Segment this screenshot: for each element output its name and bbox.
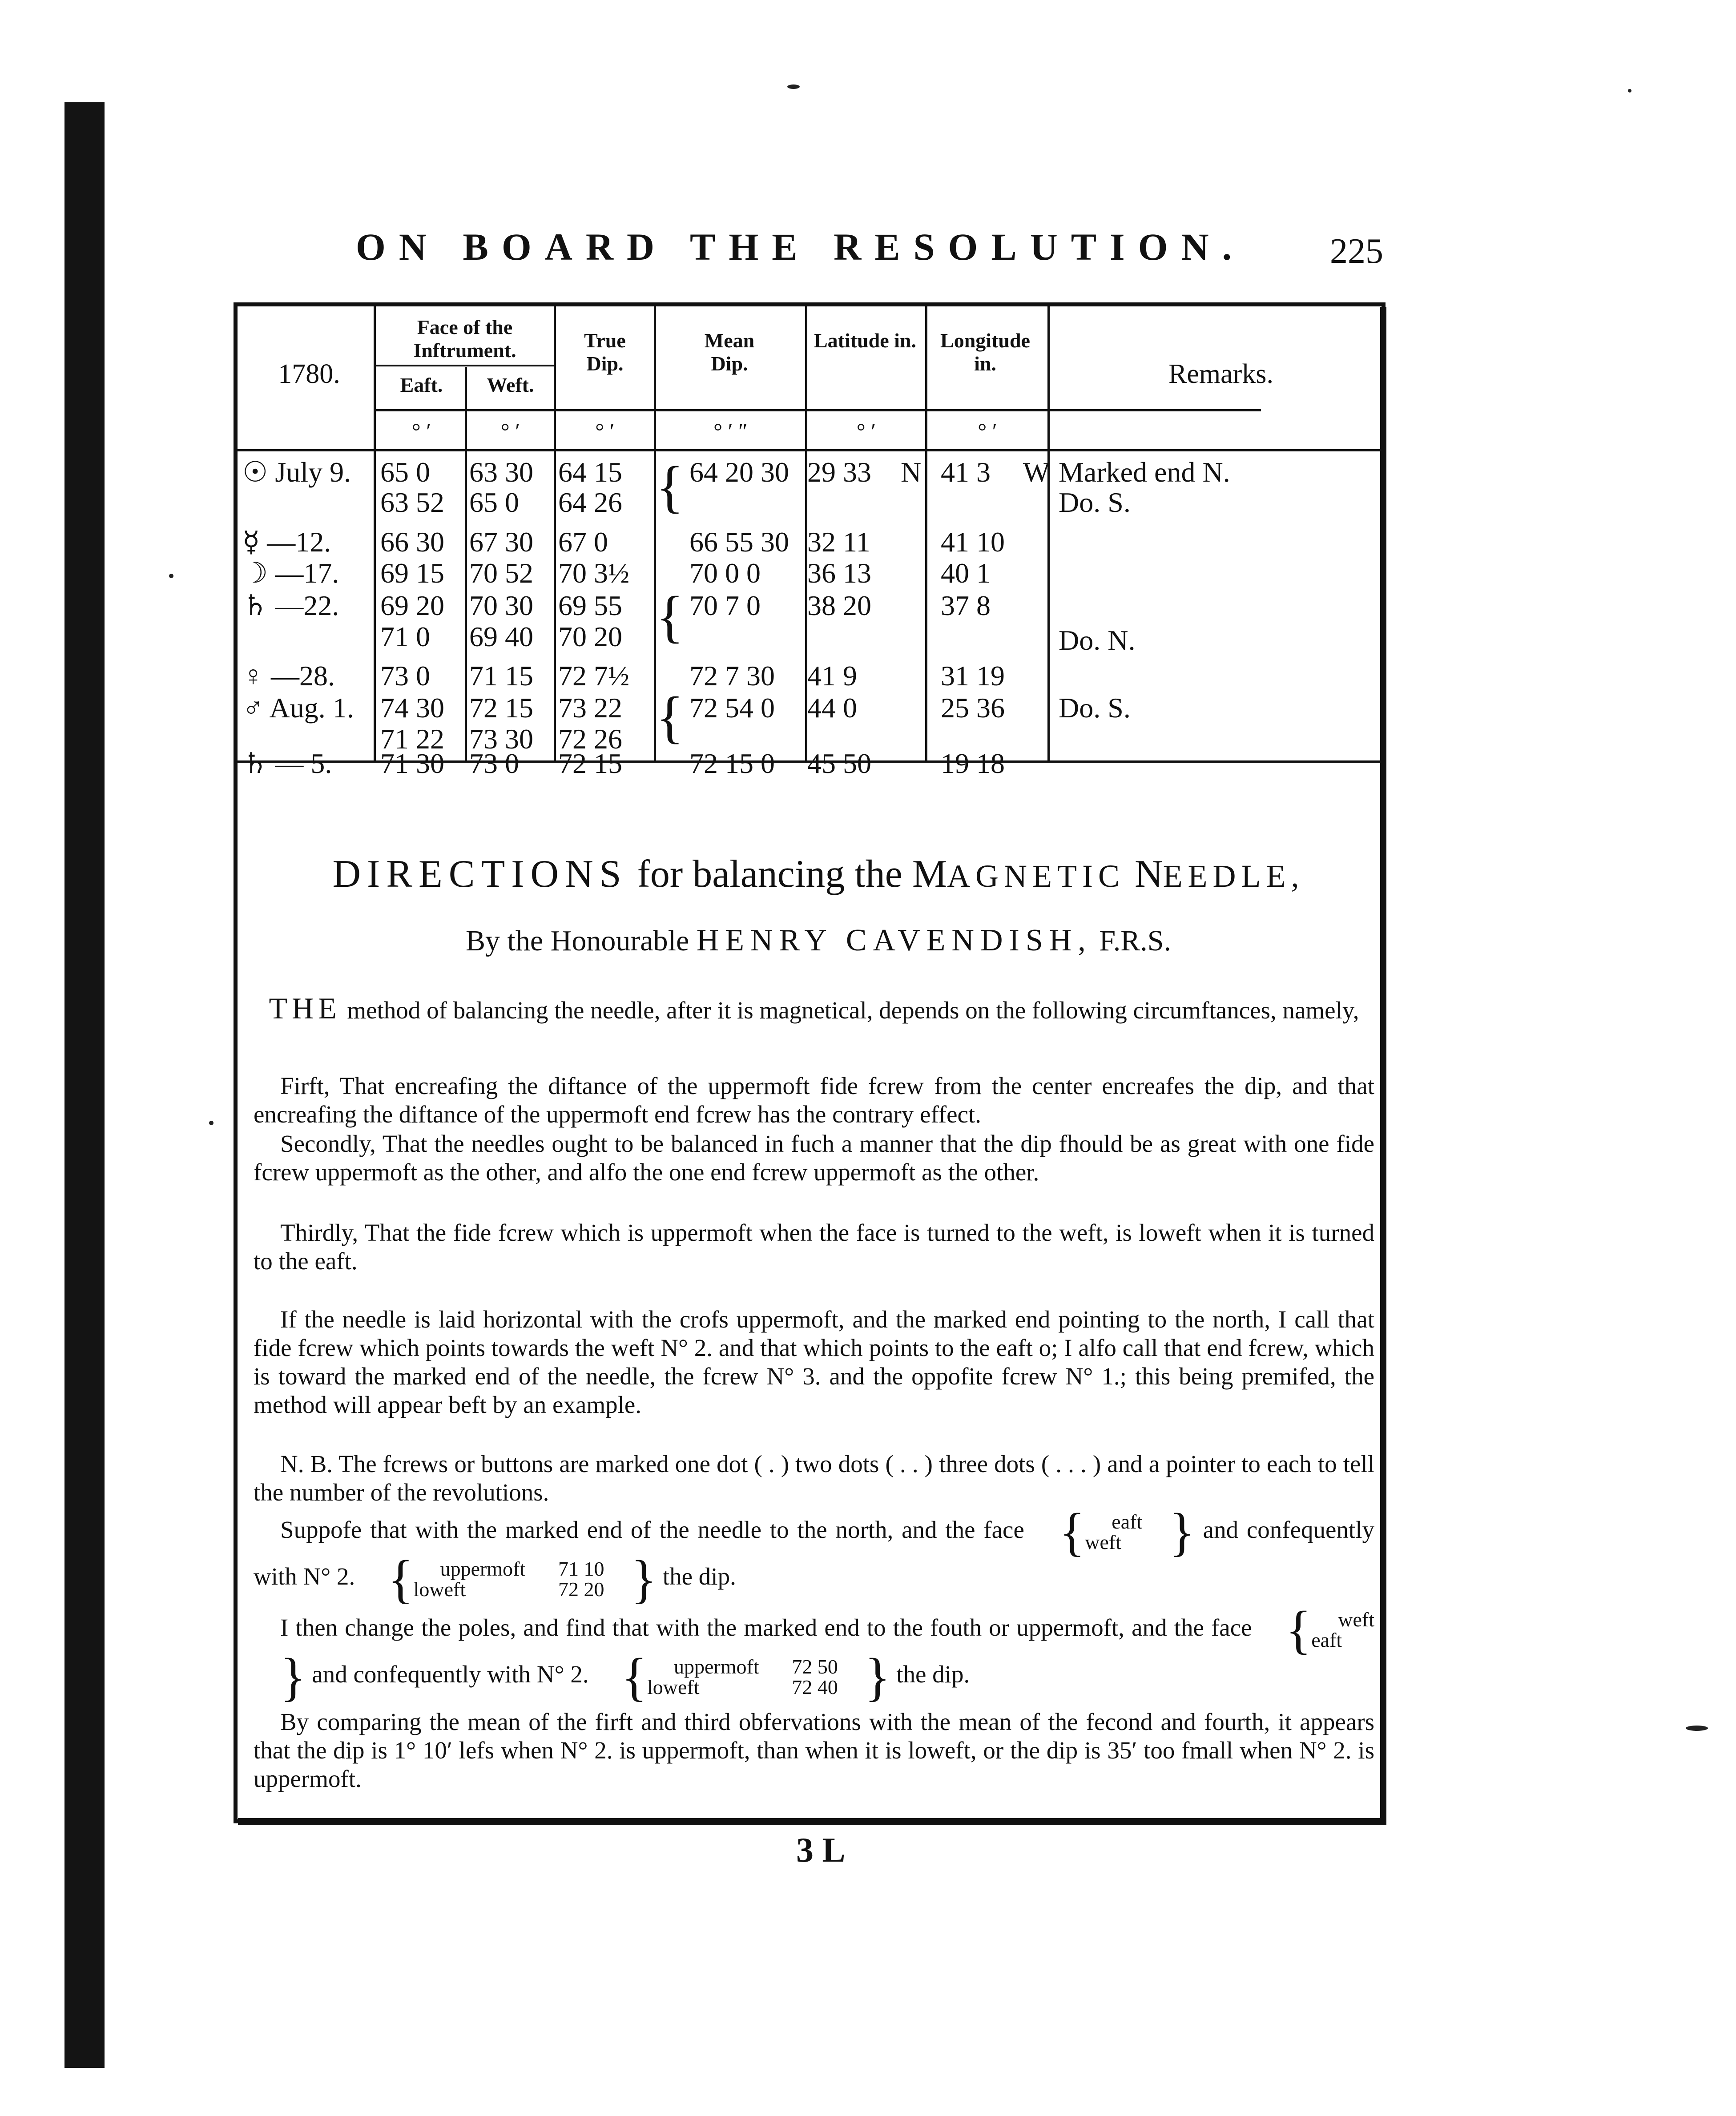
unit-label: ° ′ <box>856 418 876 443</box>
paragraph-intro <box>254 991 1374 1025</box>
cell-west: 70 52 <box>469 557 533 589</box>
brace-icon: { <box>656 685 684 749</box>
cell-date: ♀ —28. <box>242 660 335 692</box>
screw-position <box>647 1657 759 1698</box>
cell-mean: 64 20 30 <box>689 456 789 488</box>
dip-value: 72 50 <box>792 1655 838 1678</box>
cell-mean: 66 55 30 <box>689 526 789 558</box>
option-west: weft <box>1338 1608 1374 1631</box>
paragraph-note: N. B. The fcrews or buttons are marked one dot ( . ) two dots ( . . ) three dots ( . . . ) and a pointer to each to tell the number of the revolutions. <box>254 1450 1374 1506</box>
intro-text: method of balancing the needle, after it is magnetical, depends on the following circumftances, namely, <box>347 997 1359 1024</box>
cell-east: 74 30 <box>380 692 444 724</box>
cell-lat: 41 9 <box>807 660 857 692</box>
intro-lead: THE <box>269 991 341 1025</box>
page-number: 225 <box>1330 232 1383 271</box>
cell-east: 71 0 <box>380 621 430 652</box>
latitude-header: Latitude in. <box>814 329 917 352</box>
cell-lon: 41 3 <box>941 456 991 488</box>
byline-prefix: By the Honourable <box>466 925 689 957</box>
suppose-and: and <box>1203 1516 1239 1543</box>
cell-west: 73 0 <box>469 748 519 779</box>
cell-date: ☿ —12. <box>242 526 331 558</box>
position-lower: loweft <box>647 1675 700 1698</box>
paragraph-second: Secondly, That the needles ought to be balanced in fuch a manner that the dip fhould be as great with one fide fcrew uppermoft as the other, and alfo the one end fcrew uppermoft as the other. <box>254 1130 1374 1186</box>
cell-true: 70 3½ <box>558 557 629 589</box>
cell-east: 71 22 <box>380 723 444 755</box>
cell-east: 65 0 <box>380 456 430 488</box>
paragraph-comparison: By comparing the mean of the firft and third obfervations with the mean of the fecond and fourth, it appears that the dip is 1° 10′ lefs when N° 2. is uppermoft, than when it is loweft, or the dip is 35′ too fmall when N° 2. is uppermoft. <box>254 1708 1374 1792</box>
cell-lon: 25 36 <box>941 692 1005 724</box>
option-east: eaft <box>1112 1510 1143 1533</box>
title-needle-rest: EEDLE, <box>1163 858 1305 894</box>
cell-remark: Marked end N. <box>1059 456 1230 488</box>
unit-label: ° ′ <box>500 418 520 443</box>
year-header: 1780. <box>278 359 340 389</box>
cell-west: 70 30 <box>469 590 533 621</box>
cell-true: 73 22 <box>558 692 622 724</box>
dip-value: 72 40 <box>792 1675 838 1698</box>
face-options <box>1085 1512 1142 1553</box>
unit-label: ° ′ <box>411 418 431 443</box>
cell-east: 73 0 <box>380 660 430 692</box>
cell-west: 63 30 <box>469 456 533 488</box>
cell-lat: 44 0 <box>807 692 857 724</box>
longitude-header: Longitude in. <box>940 329 1030 375</box>
cell-lon: 40 1 <box>941 557 991 589</box>
cell-west: 73 30 <box>469 723 533 755</box>
latitude-hemisphere: N <box>901 456 922 488</box>
cell-true: 69 55 <box>558 590 622 621</box>
signature-mark: 3 L <box>796 1830 846 1869</box>
cell-lon: 41 10 <box>941 526 1005 558</box>
suppose-text: Suppofe that with the marked end of the needle to the north, and the face <box>280 1516 1024 1543</box>
cell-lat: 36 13 <box>807 557 871 589</box>
position-upper: uppermoft <box>440 1557 526 1580</box>
title-magnetic-initial: M <box>912 853 947 896</box>
cell-lat: 29 33 <box>807 456 871 488</box>
cell-lon: 37 8 <box>941 590 991 621</box>
cell-east: 71 30 <box>380 748 444 779</box>
title-needle-initial: N <box>1135 853 1163 896</box>
paragraph-first: Firft, That encreafing the diftance of the uppermoft fide fcrew from the center encreafes the dip, and that encreafing the diftance of the uppermoft end fcrew has the contrary effect. <box>254 1072 1374 1128</box>
position-lower: loweft <box>413 1577 466 1601</box>
table-rule <box>376 409 1261 411</box>
brace-icon: } <box>1169 1502 1195 1562</box>
cell-lat: 38 20 <box>807 590 871 621</box>
cell-date: ♄ —22. <box>242 590 339 621</box>
option-east: eaft <box>1311 1629 1342 1652</box>
cell-remark: Do. S. <box>1059 692 1131 724</box>
binding-shadow <box>64 102 105 2068</box>
dip-value: 72 20 <box>558 1577 604 1601</box>
change-face: and the face <box>1132 1614 1252 1641</box>
west-header: Weft. <box>487 374 534 396</box>
brace-icon: { <box>1285 1600 1312 1660</box>
longitude-hemisphere: W <box>1023 456 1050 488</box>
cell-true: 64 15 <box>558 456 622 488</box>
suppose-the-dip: the dip. <box>662 1563 736 1590</box>
cell-west: 71 15 <box>469 660 533 692</box>
brace-icon: } <box>864 1647 890 1706</box>
dip-observations-table <box>234 302 1386 779</box>
cell-lat: 32 11 <box>807 526 870 558</box>
screw-position <box>414 1559 526 1600</box>
paragraph-suppose <box>254 1502 1375 1609</box>
ink-speck <box>169 574 173 578</box>
title-middle: for balancing the <box>637 853 902 896</box>
cell-remark: Do. N. <box>1059 624 1136 656</box>
cell-mean: 72 7 30 <box>689 660 775 692</box>
cell-true: 67 0 <box>558 526 608 558</box>
article-title <box>258 852 1379 897</box>
ink-speck <box>209 1121 213 1125</box>
cell-east: 69 15 <box>380 557 444 589</box>
paragraph-change-poles <box>254 1600 1374 1706</box>
author-fellowship: F.R.S. <box>1099 925 1171 957</box>
cell-east: 63 52 <box>380 487 444 518</box>
brace-icon: { <box>1059 1502 1085 1562</box>
cell-true: 64 26 <box>558 487 622 518</box>
cell-west: 65 0 <box>469 487 519 518</box>
table-rule <box>376 365 554 366</box>
cell-mean: 70 7 0 <box>689 590 761 621</box>
cell-remark: Do. S. <box>1059 487 1131 518</box>
ink-speck <box>787 84 800 89</box>
brace-icon: } <box>631 1549 657 1609</box>
brace-icon: { <box>656 585 684 649</box>
cell-true: 72 15 <box>558 748 622 779</box>
dip-values <box>532 1559 604 1600</box>
cell-mean: 72 15 0 <box>689 748 775 779</box>
title-magnetic-rest: AGNETIC <box>947 858 1125 894</box>
dip-values <box>765 1657 838 1698</box>
table-rule <box>554 302 556 763</box>
option-west: weft <box>1085 1531 1122 1554</box>
cell-true: 72 7½ <box>558 660 629 692</box>
table-rule <box>234 449 1386 451</box>
ink-speck <box>1686 1726 1708 1731</box>
unit-label: ° ′ ″ <box>713 418 748 443</box>
frame-shadow-bottom <box>238 1818 1386 1825</box>
true-dip-header: True Dip. <box>584 329 626 375</box>
suppose-consequently: confequently with N° 2. <box>254 1516 1375 1590</box>
cell-west: 67 30 <box>469 526 533 558</box>
change-consequently: and confequently with N° 2. <box>312 1661 589 1688</box>
ink-speck <box>1628 89 1631 93</box>
table-rule <box>1047 302 1050 763</box>
face-header: Face of the Inftrument. <box>413 316 516 362</box>
brace-icon: { <box>388 1549 414 1609</box>
east-header: Eaft. <box>400 374 443 396</box>
cell-mean: 70 0 0 <box>689 557 761 589</box>
paragraph-third: Thirdly, That the fide fcrew which is uppermoft when the face is turned to the weft, is loweft when it is turned to the eaft. <box>254 1219 1374 1275</box>
position-upper: uppermoft <box>674 1655 759 1678</box>
cell-date: ♂ Aug. 1. <box>242 692 354 724</box>
remarks-header: Remarks. <box>1168 359 1273 389</box>
cell-east: 69 20 <box>380 590 444 621</box>
cell-date: ☉ July 9. <box>242 456 351 488</box>
cell-lat: 45 50 <box>807 748 871 779</box>
cell-west: 69 40 <box>469 621 533 652</box>
brace-icon: { <box>621 1647 647 1706</box>
cell-west: 72 15 <box>469 692 533 724</box>
cell-east: 66 30 <box>380 526 444 558</box>
change-text: I then change the poles, and find that with the marked end to the fouth or uppermoft, <box>280 1614 1125 1641</box>
unit-label: ° ′ <box>595 418 615 443</box>
cell-date: ☽ —17. <box>242 557 339 589</box>
change-the-dip: the dip. <box>896 1661 970 1688</box>
cell-date: ♄ — 5. <box>242 748 332 779</box>
cell-true: 72 26 <box>558 723 622 755</box>
table-rule <box>374 302 376 763</box>
running-title: ON BOARD THE RESOLUTION. <box>356 225 1245 268</box>
brace-icon: } <box>280 1647 306 1706</box>
dip-value: 71 10 <box>558 1557 604 1580</box>
mean-dip-header: Mean Dip. <box>704 329 755 375</box>
title-directions: DIRECTIONS <box>332 853 628 896</box>
cell-lon: 31 19 <box>941 660 1005 692</box>
article-byline <box>258 923 1379 958</box>
brace-icon: { <box>656 455 684 519</box>
author-name: HENRY CAVENDISH, <box>696 923 1092 957</box>
cell-lon: 19 18 <box>941 748 1005 779</box>
cell-true: 70 20 <box>558 621 622 652</box>
paragraph-example: If the needle is laid horizontal with the crofs uppermoft, and the marked end pointing to the north, I call that fide fcrew which points towards the weft N° 2. and that which points to the eaft o; I alfo call that end fcrew, which is toward the marked end of the needle, the fcrew N° 3. and the oppofite fcrew N° 1.; this being premifed, the method will appear beft by an example. <box>254 1306 1374 1418</box>
face-options <box>1311 1609 1374 1650</box>
table-rule <box>925 302 927 763</box>
unit-label: ° ′ <box>978 418 997 443</box>
cell-mean: 72 54 0 <box>689 692 775 724</box>
